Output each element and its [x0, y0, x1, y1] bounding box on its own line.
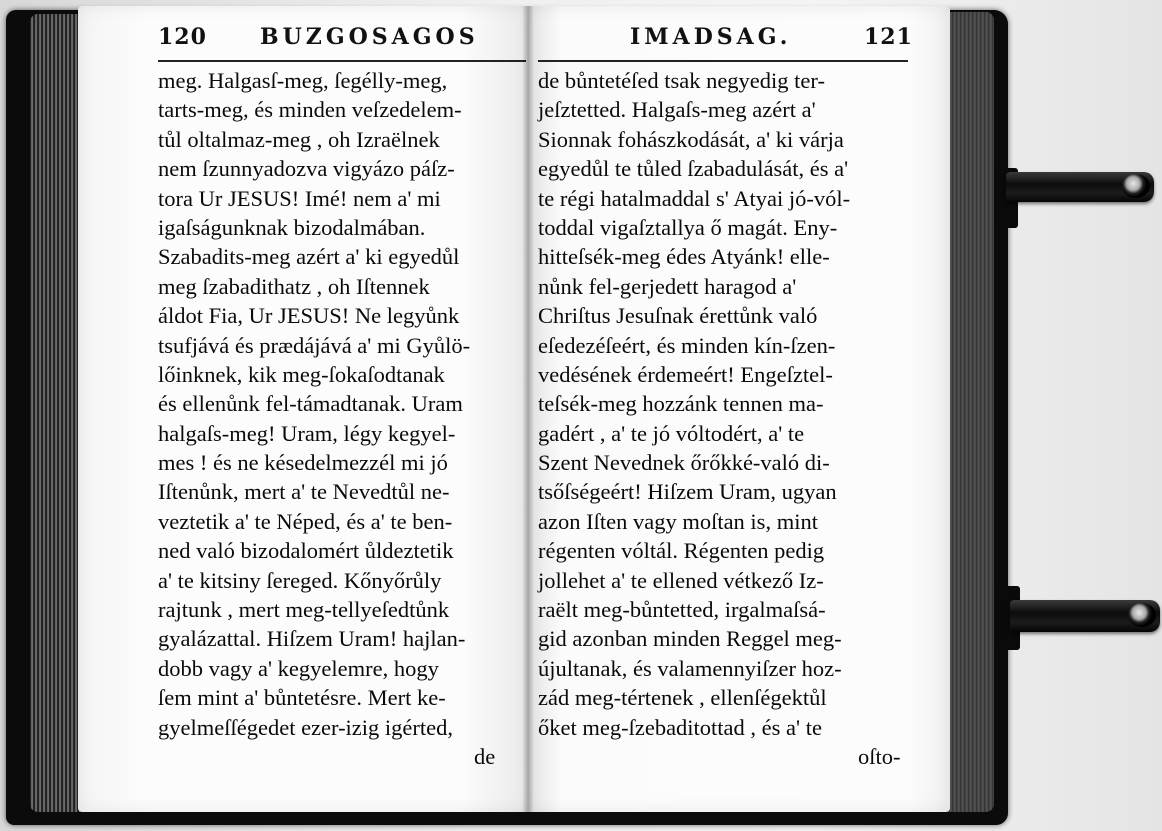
text-line: és ellenůnk fel-támadtanak. Uram: [158, 391, 463, 417]
text-line: eſedezéſeért, és minden kín-ſzen-: [538, 332, 836, 358]
text-line: gid azonban minden Reggel meg-: [538, 626, 842, 652]
text-line: meg ſzabadithatz , oh Iſtennek: [158, 273, 430, 299]
text-line: gadért , a' te jó vóltodért, a' te: [538, 420, 805, 446]
text-line: toddal vigaſztallya ő magát. Eny-: [538, 214, 838, 240]
right-catchword: oſto-: [858, 744, 901, 769]
text-line: mes ! és ne késedelmezzél mi jó: [158, 450, 448, 476]
book-gutter: [522, 6, 534, 812]
text-line: te régi hatalmaddal s' Atyai jó-vól-: [538, 185, 851, 211]
right-page: [528, 6, 950, 812]
text-line: tora Ur JESUS! Imé! nem a' mi: [158, 185, 441, 211]
text-line: ned való bizodalomért ůldeztetik: [158, 538, 454, 564]
text-line: zád meg-tértenek , ellenſégektůl: [538, 685, 827, 711]
clasp-lower-tip: [1128, 603, 1156, 627]
text-line: igaſságunknak bizodalmában.: [158, 214, 426, 240]
text-line: tarts-meg, és minden veſzedelem-: [158, 97, 462, 123]
text-line: áldot Fia, Ur JESUS! Ne legyůnk: [158, 303, 460, 329]
text-line: őket meg-ſzebaditottad , és a' te: [538, 714, 822, 740]
text-line: halgaſs-meg! Uram, légy kegyel-: [158, 420, 456, 446]
clasp-upper-tip: [1122, 174, 1150, 198]
text-line: meg. Halgasſ-meg, ſegélly-meg,: [158, 68, 448, 93]
right-page-text: [538, 66, 850, 742]
text-line: Sionnak fohászkodását, a' ki várja: [538, 126, 844, 152]
text-line: tsufjává és prædájává a' mi Gyůlö-: [158, 332, 471, 358]
left-catchword: de: [474, 744, 496, 769]
text-line: tůl oltalmaz-meg , oh Izraëlnek: [158, 126, 440, 152]
text-line: dobb vagy a' kegyelemre, hogy: [158, 655, 439, 681]
text-line: veztetik a' te Néped, és a' te ben-: [158, 508, 453, 534]
text-line: jollehet a' te ellened vétkező Iz-: [538, 567, 824, 593]
text-line: raëlt meg-bůntetted, irgalmaſsá-: [538, 597, 826, 623]
text-line: Chriſtus Jesuſnak érettůnk való: [538, 303, 818, 329]
text-line: hitteſsék-meg édes Atyánk! elle-: [538, 244, 830, 270]
text-line: de bůntetéſed tsak negyedig ter-: [538, 68, 825, 93]
text-line: régenten vóltál. Régenten pedig: [538, 538, 825, 564]
text-line: tsőſségeért! Hiſzem Uram, ugyan: [538, 479, 837, 505]
text-line: vedésének érdemeért! Engeſztel-: [538, 361, 833, 387]
text-line: teſsék-meg hozzánk tennen ma-: [538, 391, 824, 417]
left-page-edges: [30, 14, 80, 812]
text-line: gyalázattal. Hiſzem Uram! hajlan-: [158, 626, 466, 652]
left-page-number: 120: [158, 24, 207, 50]
text-line: egyedůl te tůled ſzabadulását, és a': [538, 156, 849, 182]
text-line: lőinknek, kik meg-ſokaſodtanak: [158, 361, 445, 387]
left-running-head: BUZGOSAGOS: [260, 24, 479, 50]
text-line: a' te kitsiny ſereged. Kőnyőrůly: [158, 567, 442, 593]
text-line: nem ſzunnyadozva vigyázo páſz-: [158, 156, 455, 182]
right-running-head: IMADSAG.: [630, 24, 792, 50]
text-line: gyelmeſſégedet ezer-izig igérted,: [158, 714, 454, 740]
text-line: ſem mint a' bůntetésre. Mert ke-: [158, 685, 446, 711]
text-line: Iſtenůnk, mert a' te Nevedtůl ne-: [158, 479, 450, 505]
text-line: újultanak, és valamennyiſzer hoz-: [538, 655, 842, 681]
right-header-rule: [538, 60, 908, 62]
text-line: Szabadits-meg azért a' ki egyedůl: [158, 244, 460, 270]
right-page-number: 121: [864, 24, 913, 50]
left-page-text: [158, 66, 470, 742]
text-line: jeſztetted. Halgaſs-meg azért a': [538, 97, 816, 123]
left-page: [78, 6, 530, 812]
text-line: rajtunk , mert meg-tellyeſedtůnk: [158, 597, 450, 623]
right-page-edges: [948, 12, 994, 812]
left-header-rule: [158, 60, 526, 62]
text-line: Szent Nevednek őrőkké-való di-: [538, 450, 830, 476]
text-line: nůnk fel-gerjedett haragod a': [538, 273, 797, 299]
text-line: azon Iſten vagy moſtan is, mint: [538, 508, 818, 534]
